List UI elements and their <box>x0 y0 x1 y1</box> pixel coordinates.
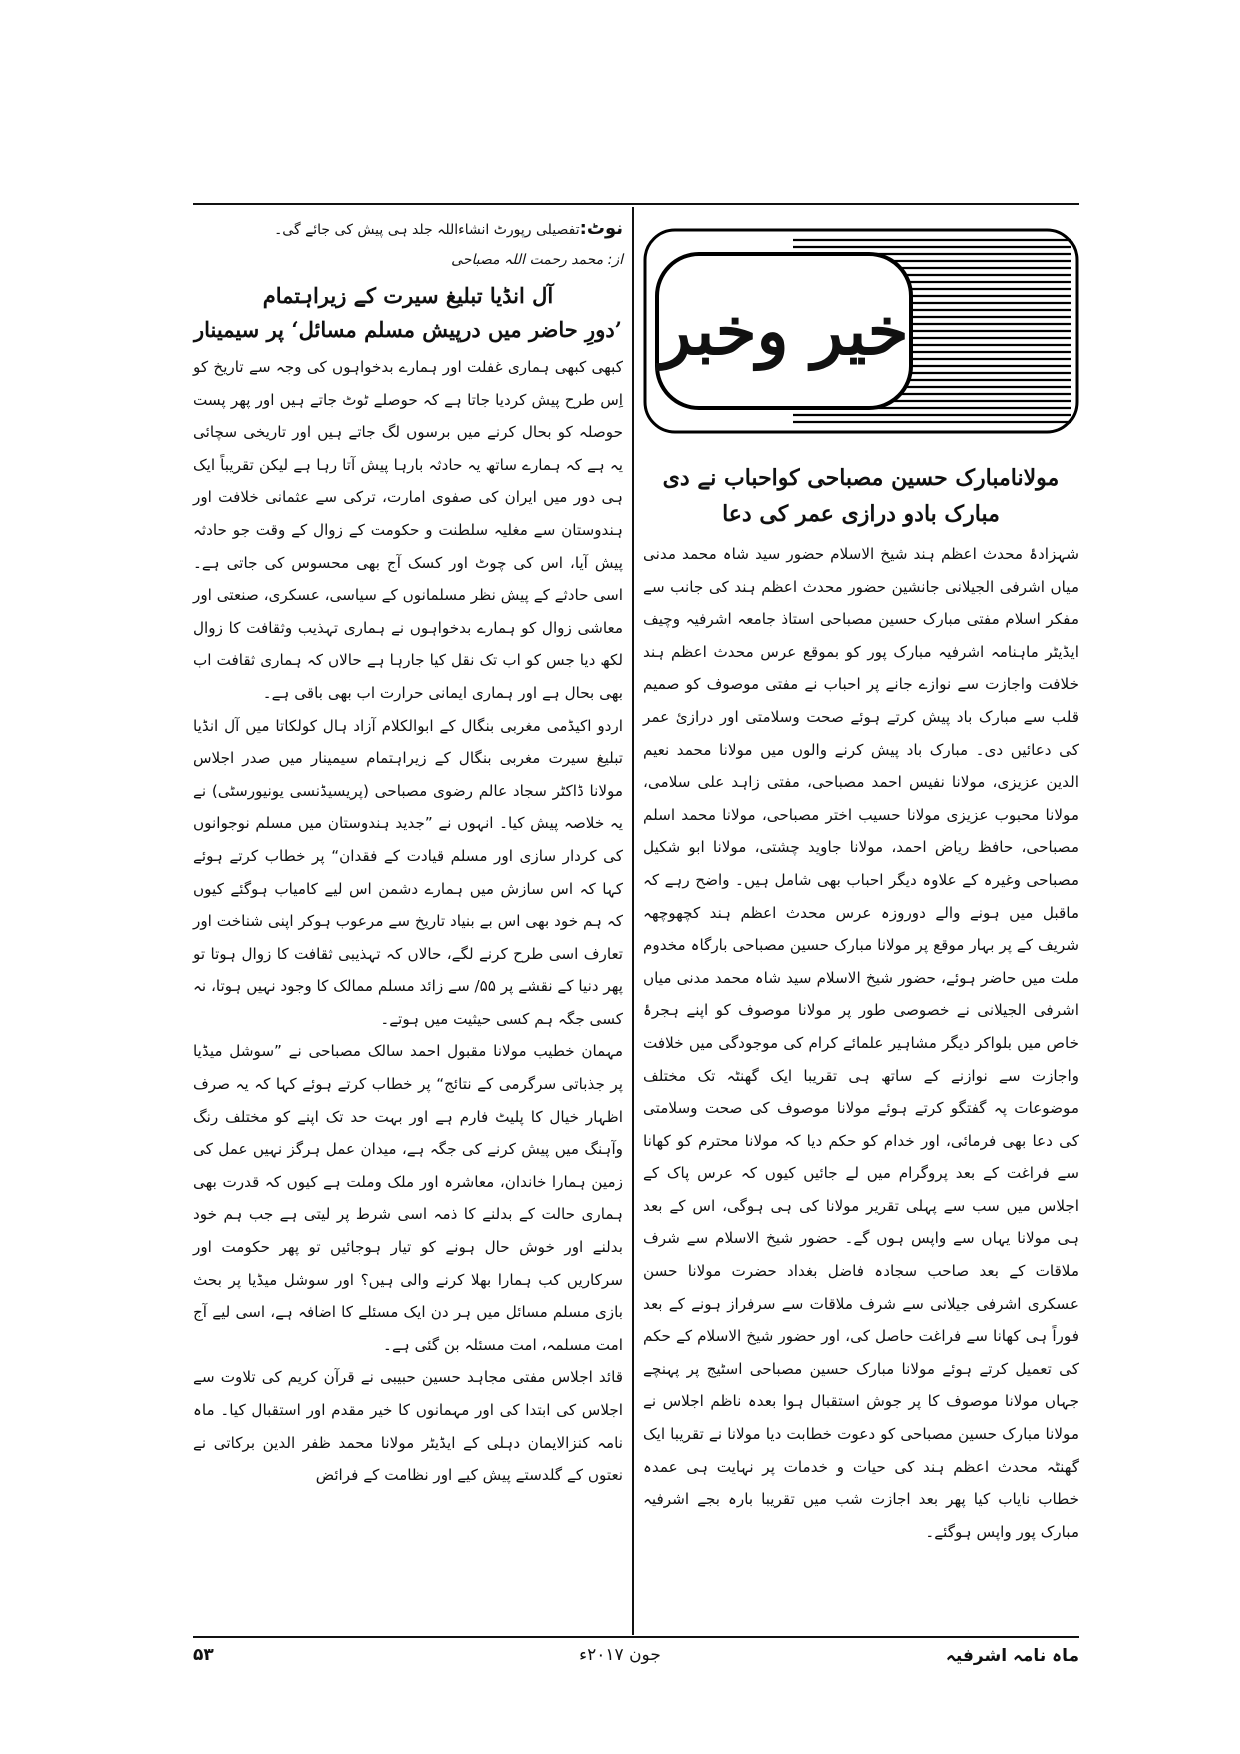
right-article-paragraph: شہزادۂ محدث اعظم ہند شیخ الاسلام حضور سید شاہ محمد مدنی میاں اشرفی الجیلانی جانشین حضور محدث اعظم ہند کی جانب سے مفکر اسلام مفتی مبارک حسین مصباحی استاذ جامعہ اشرفیہ وچیف ایڈیٹر ماہنامہ اشرفیہ مبارک پور کو بموقع عرس محدث اعظم ہند خلافت واجازت سے نوازے جانے پر احباب نے مفتی موصوف کو صمیم قلب سے مبارک باد پیش کرتے ہوئے صحت وسلامتی اور درازیٔ عمر کی دعائیں دی۔ مبارک باد پیش کرنے والوں میں مولانا محمد نعیم الدین عزیزی، مولانا نفیس احمد مصباحی، مفتی زاہد علی سلامی، مولانا محبوب عزیزی مولانا حسیب اختر مصباحی، مولانا محمد اسلم مصباحی، حافظ ریاض احمد، مولانا جاوید چشتی، مولانا ابو شکیل مصباحی وغیرہ کے علاوہ دیگر احباب بھی شامل ہیں۔ واضح رہے کہ ماقبل میں ہونے والے دوروزہ عرس محدث اعظم ہند کچھوچھہ شریف کے پر بہار موقع پر مولانا مبارک حسین مصباحی بارگاہ مخدوم ملت میں حاضر ہوئے، حضور شیخ الاسلام سید شاہ محمد مدنی میاں اشرفی الجیلانی نے خصوصی طور پر مولانا موصوف کو اپنے ہجرۂ خاص میں بلواکر دیگر مشاہیر علمائے کرام کی موجودگی میں خلافت واجازت سے نوازنے کے ساتھ ہی تقریبا ایک گھنٹہ تک مختلف موضوعات پہ گفتگو کرتے ہوئے مولانا موصوف کی صحت وسلامتی کی دعا بھی فرمائی، اور خدام کو حکم دیا کہ مولانا محترم کو کھانا سے فراغت کے بعد پروگرام میں لے جائیں کیوں کہ عرس پاک کے اجلاس میں سب سے پہلی تقریر مولانا کی ہی ہوگی، اس کے بعد ہی مولانا یہاں سے واپس ہوں گے۔ حضور شیخ الاسلام سے شرف ملاقات کے بعد صاحب سجادہ فاضل بغداد حضرت مولانا حسن عسکری اشرفی جیلانی سے شرف ملاقات سے سرفراز ہونے کے بعد فوراً ہی کھانا سے فراغت حاصل کی، اور حضور شیخ الاسلام کے حکم کی تعمیل کرتے ہوئے مولانا مبارک حسین مصباحی اسٹیج پر پہنچے جہاں مولانا موصوف کا پر جوش استقبال ہوا بعدہ ناظم اجلاس نے مولانا مبارک حسین مصباحی کو دعوت خطابت دیا مولانا نے تقریبا ایک گھنٹہ محدث اعظم ہند کی حیات و خدمات پر نہایت ہی عمدہ خطاب نایاب کیا پھر بعد اجازت شب میں تقریبا بارہ بجے اشرفیہ مبارک پور واپس ہوگئے۔ <box>643 545 1079 1541</box>
left-headline-line2: ’دورِ حاضر میں درپیش مسلم مسائل‘ پر سیمینار <box>193 317 622 342</box>
masthead-title: خیر وخبر <box>655 252 913 410</box>
left-article-paragraph: قائد اجلاس مفتی مجاہد حسین حبیبی نے قرآن کریم کی تلاوت سے اجلاس کی ابتدا کی اور مہمانوں کا خیر مقدم اور استقبال کیا۔ ماہ نامہ کنزالایمان دہلی کے ایڈیٹر مولانا محمد ظفر الدین برکاتی نے نعتوں کے گلدستے پیش کیے اور نظامت کے فرائض <box>193 1368 623 1485</box>
note-text: تفصیلی رپورٹ انشاءاللہ جلد ہی پیش کی جائے گی۔ <box>274 222 580 238</box>
byline: از: محمد رحمت اللہ مصباحی <box>451 252 623 268</box>
footer-page-number: ۵۳ <box>193 1645 214 1665</box>
top-rule <box>193 203 1079 205</box>
right-column <box>643 214 1079 1632</box>
column-divider <box>632 207 634 1635</box>
footer-date: جون ۲۰۱۷ء <box>579 1645 661 1665</box>
left-headline-line1: آل انڈیا تبلیغ سیرت کے زیراہتمام <box>262 283 554 308</box>
masthead <box>643 214 1079 450</box>
bottom-rule <box>193 1636 1079 1638</box>
left-article-paragraph: کبھی کبھی ہماری غفلت اور ہمارے بدخواہوں کی وجہ سے تاریخ کو اِس طرح پیش کردیا جاتا ہے کہ حوصلے ٹوٹ جاتے ہیں اور پھر پست حوصلہ کو بحال کرنے میں برسوں لگ جاتے ہیں اور تاریخی سچائی یہ ہے کہ ہمارے ساتھ یہ حادثہ بارہا پیش آتا رہا ہے لیکن تقریباً ایک ہی دور میں ایران کی صفوی امارت، ترکی سے عثمانی خلافت اور ہندوستان سے مغلیہ سلطنت و حکومت کے زوال کے وقت جو حادثہ پیش آیا، اس کی چوٹ اور کسک آج بھی محسوس کی جاتی ہے۔ اسی حادثے کے پیش نظر مسلمانوں کے سیاسی، عسکری، صنعتی اور معاشی زوال کو ہمارے بدخواہوں نے ہماری تہذیب وثقافت کا زوال لکھ دیا جس کو اب تک نقل کیا جارہا ہے حالاں کہ ہماری ثقافت اب بھی بحال ہے اور ہماری ایمانی حرارت اب بھی باقی ہے۔ <box>193 358 623 702</box>
note-label: نوٹ: <box>579 218 623 239</box>
left-article-paragraph: اردو اکیڈمی مغربی بنگال کے ابوالکلام آزاد ہال کولکاتا میں آل انڈیا تبلیغ سیرت مغربی بنگال کے زیراہتمام سیمینار میں صدر اجلاس مولانا ڈاکٹر سجاد عالم رضوی مصباحی (پریسیڈنسی یونیورسٹی) نے یہ خلاصہ پیش کیا۔ انہوں نے ”جدید ہندوستان میں مسلم نوجوانوں کی کردار سازی اور مسلم قیادت کے فقدان“ پر خطاب کرتے ہوئے کہا کہ اس سازش میں ہمارے دشمن اس لیے کامیاب ہوگئے کیوں کہ ہم خود بھی اس بے بنیاد تاریخ سے مرعوب ہوکر اپنی شناخت اور تعارف اسی طرح کرنے لگے، حالاں کہ تہذیبی ثقافت کا زوال ہوتا تو پھر دنیا کے نقشے پر ۵۵/ سے زائد مسلم ممالک کا وجود نہیں ہوتا، نہ کسی جگہ ہم کسی حیثیت میں ہوتے۔ <box>193 716 623 1028</box>
left-column <box>193 214 623 1632</box>
right-headline-line2: مبارک بادو درازی عمر کی دعا <box>722 501 1000 527</box>
note <box>193 216 623 243</box>
footer-magazine-name: ماہ نامہ اشرفیہ <box>945 1646 1079 1666</box>
right-article-body <box>643 538 1079 1548</box>
left-article-headline <box>193 279 623 347</box>
right-article-headline <box>643 460 1079 532</box>
left-article-paragraph: مہمان خطیب مولانا مقبول احمد سالک مصباحی نے ”سوشل میڈیا پر جذباتی سرگرمی کے نتائج“ پر خطاب کرتے ہوئے کہا کہ یہ صرف اظہار خیال کا پلیٹ فارم ہے اور بہت حد تک اپنے کو مختلف رنگ وآہنگ میں پیش کرنے کی جگہ ہے، میدان عمل ہرگز نہیں عمل کی زمین ہمارا خاندان، معاشرہ اور ملک وملت ہے کیوں کہ قدرت بھی ہماری حالت کے بدلنے کا ذمہ اسی شرط پر لیتی ہے جب ہم خود بدلنے اور خوش حال ہونے کو تیار ہوجائیں تو پھر حکومت اور سرکاریں کب ہمارا بھلا کرنے والی ہیں؟ اور سوشل میڈیا پر بحث بازی مسلم مسائل میں ہر دن ایک مسئلے کا اضافہ ہے، اسی لیے آج امت مسلمہ، امت مسئلہ بن گئی ہے۔ <box>193 1042 623 1354</box>
right-headline-line1: مولانامبارک حسین مصباحی کواحباب نے دی <box>662 465 1060 491</box>
left-article-body <box>193 351 623 1492</box>
